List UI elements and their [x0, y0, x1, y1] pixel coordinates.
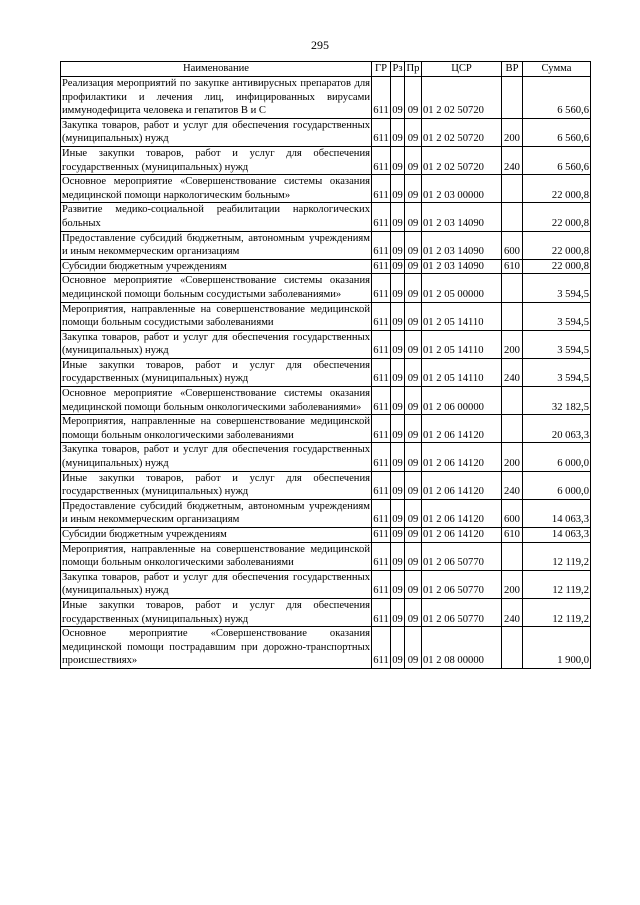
cell-pr: 09: [405, 77, 422, 119]
cell-rz: 09: [391, 570, 405, 598]
cell-name: Предоставление субсидий бюджетным, автономным учреждениям и иным некоммерческим организациям: [61, 499, 372, 527]
cell-csr: 01 2 03 00000: [422, 175, 502, 203]
budget-table: [60, 61, 591, 669]
cell-rz: 09: [391, 146, 405, 174]
cell-gr: 611: [372, 146, 391, 174]
cell-rz: 09: [391, 542, 405, 570]
cell-pr: 09: [405, 542, 422, 570]
cell-sum: 20 063,3: [523, 415, 591, 443]
cell-pr: 09: [405, 415, 422, 443]
cell-pr: 09: [405, 358, 422, 386]
cell-name: Мероприятия, направленные на совершенствование медицинской помощи больным сосудистыми заболеваниями: [61, 302, 372, 330]
cell-gr: 611: [372, 570, 391, 598]
cell-gr: 611: [372, 598, 391, 626]
cell-vr: [502, 387, 523, 415]
cell-pr: 09: [405, 443, 422, 471]
cell-rz: 09: [391, 471, 405, 499]
cell-csr: 01 2 06 14120: [422, 415, 502, 443]
cell-csr: 01 2 05 14110: [422, 330, 502, 358]
cell-gr: 611: [372, 387, 391, 415]
cell-rz: 09: [391, 175, 405, 203]
cell-vr: 200: [502, 118, 523, 146]
cell-csr: 01 2 02 50720: [422, 77, 502, 119]
cell-csr: 01 2 03 14090: [422, 259, 502, 274]
cell-vr: 600: [502, 499, 523, 527]
cell-name: Иные закупки товаров, работ и услуг для обеспечения государственных (муниципальных) нужд: [61, 598, 372, 626]
cell-vr: 240: [502, 598, 523, 626]
cell-csr: 01 2 06 50770: [422, 598, 502, 626]
cell-name: Развитие медико-социальной реабилитации наркологических больных: [61, 203, 372, 231]
table-row: [61, 231, 591, 259]
cell-vr: [502, 627, 523, 669]
cell-name: Закупка товаров, работ и услуг для обеспечения государственных (муниципальных) нужд: [61, 570, 372, 598]
cell-csr: 01 2 08 00000: [422, 627, 502, 669]
cell-rz: 09: [391, 499, 405, 527]
table-row: [61, 443, 591, 471]
cell-pr: 09: [405, 231, 422, 259]
header-csr: ЦСР: [422, 62, 502, 77]
cell-name: Закупка товаров, работ и услуг для обеспечения государственных (муниципальных) нужд: [61, 443, 372, 471]
cell-name: Основное мероприятие «Совершенствование системы оказания медицинской помощи больным онкологическими заболеваниями»: [61, 387, 372, 415]
cell-sum: 22 000,8: [523, 175, 591, 203]
table-row: [61, 330, 591, 358]
table-row: [61, 471, 591, 499]
cell-sum: 22 000,8: [523, 231, 591, 259]
cell-csr: 01 2 06 00000: [422, 387, 502, 415]
cell-name: Иные закупки товаров, работ и услуг для обеспечения государственных (муниципальных) нужд: [61, 146, 372, 174]
table-row: [61, 415, 591, 443]
cell-rz: 09: [391, 598, 405, 626]
cell-gr: 611: [372, 471, 391, 499]
cell-gr: 611: [372, 330, 391, 358]
header-rz: Рз: [391, 62, 405, 77]
cell-sum: 14 063,3: [523, 528, 591, 543]
cell-pr: 09: [405, 499, 422, 527]
cell-rz: 09: [391, 528, 405, 543]
cell-sum: 1 900,0: [523, 627, 591, 669]
table-row: [61, 570, 591, 598]
cell-csr: 01 2 06 14120: [422, 471, 502, 499]
cell-gr: 611: [372, 231, 391, 259]
table-row: [61, 358, 591, 386]
cell-sum: 22 000,8: [523, 203, 591, 231]
cell-csr: 01 2 05 00000: [422, 274, 502, 302]
cell-pr: 09: [405, 598, 422, 626]
cell-rz: 09: [391, 443, 405, 471]
cell-rz: 09: [391, 415, 405, 443]
cell-rz: 09: [391, 302, 405, 330]
cell-rz: 09: [391, 330, 405, 358]
cell-gr: 611: [372, 528, 391, 543]
cell-gr: 611: [372, 302, 391, 330]
cell-pr: 09: [405, 387, 422, 415]
header-name: Наименование: [61, 62, 372, 77]
cell-pr: 09: [405, 302, 422, 330]
cell-sum: 6 000,0: [523, 471, 591, 499]
cell-csr: 01 2 05 14110: [422, 358, 502, 386]
cell-csr: 01 2 06 14120: [422, 443, 502, 471]
cell-rz: 09: [391, 358, 405, 386]
table-row: [61, 627, 591, 669]
cell-name: Основное мероприятие «Совершенствование оказания медицинской помощи пострадавшим при дорожно-транспортных происшествиях»: [61, 627, 372, 669]
cell-gr: 611: [372, 175, 391, 203]
cell-gr: 611: [372, 542, 391, 570]
header-pr: Пр: [405, 62, 422, 77]
cell-sum: 22 000,8: [523, 259, 591, 274]
cell-vr: 600: [502, 231, 523, 259]
cell-pr: 09: [405, 570, 422, 598]
header-vr: ВР: [502, 62, 523, 77]
cell-csr: 01 2 02 50720: [422, 118, 502, 146]
cell-sum: 12 119,2: [523, 570, 591, 598]
cell-sum: 3 594,5: [523, 358, 591, 386]
table-row: [61, 499, 591, 527]
cell-csr: 01 2 06 50770: [422, 570, 502, 598]
cell-pr: 09: [405, 471, 422, 499]
cell-name: Закупка товаров, работ и услуг для обеспечения государственных (муниципальных) нужд: [61, 330, 372, 358]
table-row: [61, 387, 591, 415]
cell-name: Мероприятия, направленные на совершенствование медицинской помощи больным онкологическими заболеваниями: [61, 415, 372, 443]
cell-gr: 611: [372, 415, 391, 443]
cell-vr: [502, 175, 523, 203]
cell-name: Закупка товаров, работ и услуг для обеспечения государственных (муниципальных) нужд: [61, 118, 372, 146]
cell-pr: 09: [405, 627, 422, 669]
table-row: [61, 598, 591, 626]
cell-pr: 09: [405, 175, 422, 203]
table-row: [61, 77, 591, 119]
cell-name: Реализация мероприятий по закупке антивирусных препаратов для профилактики и лечения лиц, инфицированных вирусами иммунодефицита человека и гепатитов В и С: [61, 77, 372, 119]
cell-vr: 240: [502, 146, 523, 174]
table-row: [61, 203, 591, 231]
cell-name: Предоставление субсидий бюджетным, автономным учреждениям и иным некоммерческим организациям: [61, 231, 372, 259]
cell-vr: 240: [502, 471, 523, 499]
cell-pr: 09: [405, 118, 422, 146]
page-number: 295: [311, 38, 329, 52]
table-row: [61, 259, 591, 274]
cell-pr: 09: [405, 330, 422, 358]
cell-gr: 611: [372, 259, 391, 274]
cell-vr: [502, 77, 523, 119]
cell-pr: 09: [405, 274, 422, 302]
cell-vr: [502, 542, 523, 570]
cell-rz: 09: [391, 118, 405, 146]
cell-rz: 09: [391, 387, 405, 415]
cell-rz: 09: [391, 259, 405, 274]
cell-rz: 09: [391, 231, 405, 259]
cell-sum: 6 560,6: [523, 77, 591, 119]
cell-vr: 200: [502, 570, 523, 598]
cell-gr: 611: [372, 118, 391, 146]
cell-rz: 09: [391, 274, 405, 302]
cell-pr: 09: [405, 203, 422, 231]
cell-pr: 09: [405, 528, 422, 543]
cell-vr: 200: [502, 443, 523, 471]
cell-csr: 01 2 06 50770: [422, 542, 502, 570]
cell-vr: [502, 203, 523, 231]
cell-vr: 200: [502, 330, 523, 358]
cell-pr: 09: [405, 259, 422, 274]
cell-csr: 01 2 03 14090: [422, 203, 502, 231]
cell-sum: 6 560,6: [523, 118, 591, 146]
cell-vr: [502, 302, 523, 330]
table-row: [61, 146, 591, 174]
header-gr: ГР: [372, 62, 391, 77]
cell-name: Мероприятия, направленные на совершенствование медицинской помощи больным онкологическими заболеваниями: [61, 542, 372, 570]
cell-gr: 611: [372, 358, 391, 386]
cell-rz: 09: [391, 203, 405, 231]
cell-sum: 3 594,5: [523, 330, 591, 358]
cell-rz: 09: [391, 77, 405, 119]
cell-csr: 01 2 02 50720: [422, 146, 502, 174]
cell-pr: 09: [405, 146, 422, 174]
cell-sum: 3 594,5: [523, 274, 591, 302]
cell-sum: 6 560,6: [523, 146, 591, 174]
cell-sum: 32 182,5: [523, 387, 591, 415]
cell-sum: 3 594,5: [523, 302, 591, 330]
cell-sum: 14 063,3: [523, 499, 591, 527]
cell-csr: 01 2 05 14110: [422, 302, 502, 330]
cell-sum: 6 000,0: [523, 443, 591, 471]
cell-gr: 611: [372, 627, 391, 669]
cell-name: Основное мероприятие «Совершенствование системы оказания медицинской помощи наркологическим больным»: [61, 175, 372, 203]
cell-name: Субсидии бюджетным учреждениям: [61, 259, 372, 274]
table-row: [61, 118, 591, 146]
cell-gr: 611: [372, 203, 391, 231]
table-row: [61, 542, 591, 570]
cell-name: Субсидии бюджетным учреждениям: [61, 528, 372, 543]
cell-csr: 01 2 03 14090: [422, 231, 502, 259]
cell-name: Основное мероприятие «Совершенствование системы оказания медицинской помощи больным сосудистыми заболеваниями»: [61, 274, 372, 302]
cell-gr: 611: [372, 274, 391, 302]
cell-vr: 240: [502, 358, 523, 386]
header-sum: Сумма: [523, 62, 591, 77]
cell-csr: 01 2 06 14120: [422, 499, 502, 527]
cell-rz: 09: [391, 627, 405, 669]
cell-gr: 611: [372, 443, 391, 471]
table-row: [61, 528, 591, 543]
cell-sum: 12 119,2: [523, 542, 591, 570]
cell-gr: 611: [372, 499, 391, 527]
cell-gr: 611: [372, 77, 391, 119]
table-header-row: [61, 62, 591, 77]
cell-vr: 610: [502, 528, 523, 543]
cell-sum: 12 119,2: [523, 598, 591, 626]
cell-csr: 01 2 06 14120: [422, 528, 502, 543]
cell-name: Иные закупки товаров, работ и услуг для обеспечения государственных (муниципальных) нужд: [61, 471, 372, 499]
cell-vr: [502, 415, 523, 443]
table-row: [61, 302, 591, 330]
cell-vr: 610: [502, 259, 523, 274]
table-row: [61, 274, 591, 302]
cell-vr: [502, 274, 523, 302]
table-row: [61, 175, 591, 203]
cell-name: Иные закупки товаров, работ и услуг для обеспечения государственных (муниципальных) нужд: [61, 358, 372, 386]
